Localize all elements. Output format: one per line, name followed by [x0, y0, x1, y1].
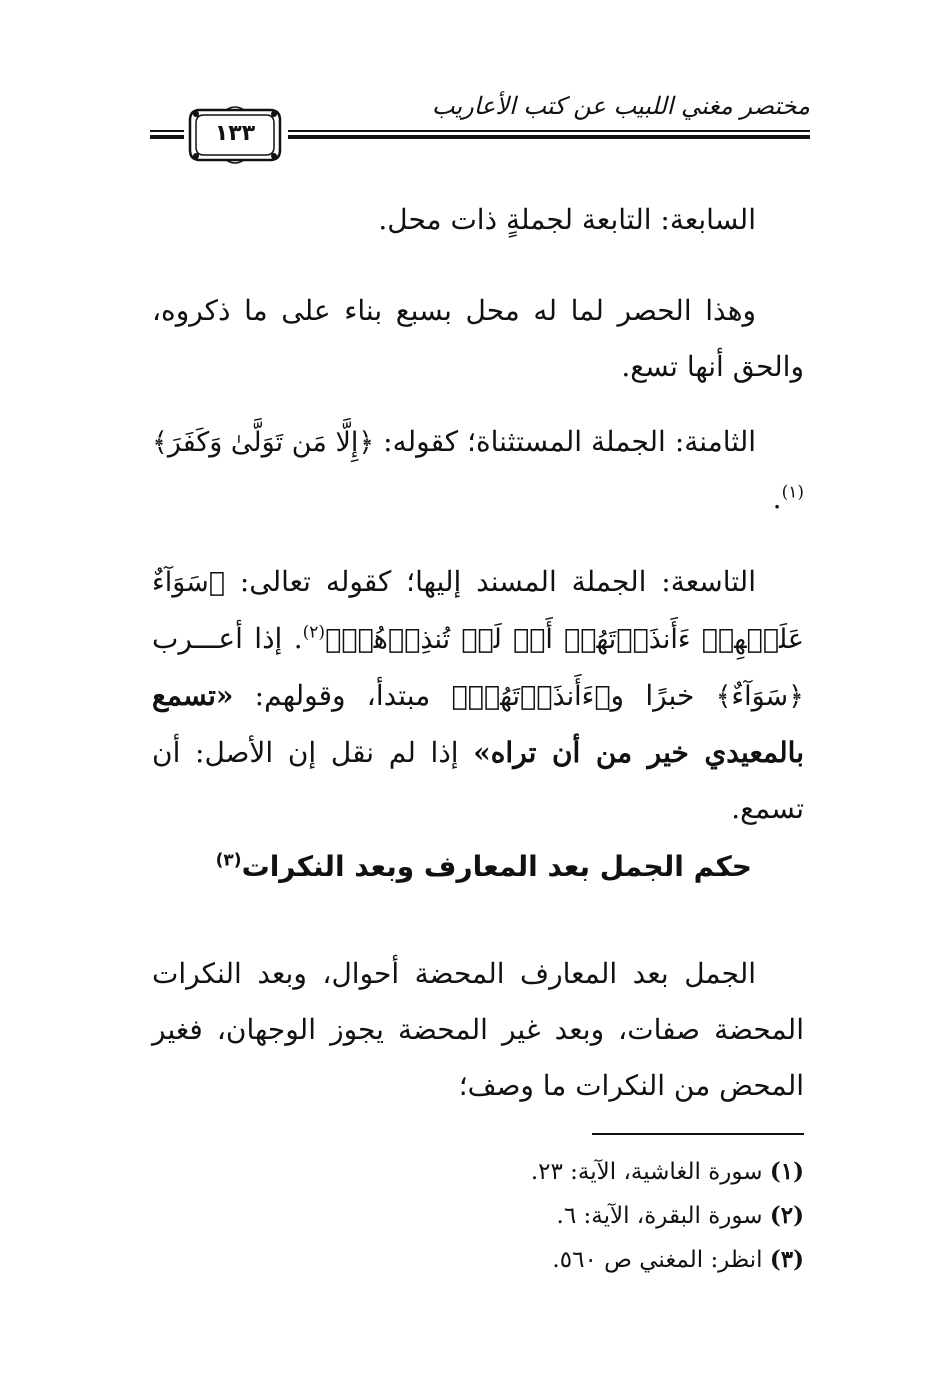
paragraph-ninth: التاسعة: الجملة المسند إليها؛ كقوله تعالى: ﴿سَوَآءٌ عَلَيۡهِمۡ ءَأَنذَرۡتَهُمۡ أَمۡ لَمۡ تُنذِرۡهُمۡ﴾$^{(٢)}$. إذا أعـــرب ﴿سَوَآءٌ﴾ خبرًا و﴿ءَأَنذَرۡتَهُمۡ﴾ مبتدأ، وقولهم: «تسمع بالمعيدي خير من أن تراه» إذا لم نقل إن الأصل: أن تسمع. — [152, 565, 804, 825]
header-rule-right — [288, 130, 810, 142]
page-header — [150, 92, 810, 168]
running-title: مختصر مغني اللبيب عن كتب الأعاريب — [431, 92, 810, 120]
paragraph-eighth: الثامنة: الجملة المستثناة؛ كقوله: ﴿إِلَّا مَن تَوَلَّىٰ وَكَفَرَ﴾$^{(١)}$. — [152, 425, 804, 515]
page-number: ١٣٣ — [214, 121, 256, 146]
footnote-2: (٢) سورة البقرة، الآية: ٦. — [556, 1202, 804, 1229]
footnote-ref: (٢) — [302, 622, 326, 643]
paragraph-seventh: السابعة: التابعة لجملةٍ ذات محل. — [378, 203, 756, 236]
section-heading: حكم الجمل بعد المعارف وبعد النكرات$^{(٣)}$ — [215, 850, 752, 883]
proverb-quote: «تسمع بالمعيدي خير من أن تراه» — [152, 679, 804, 769]
footnote-separator — [592, 1133, 804, 1135]
footnote-1: (١) سورة الغاشية، الآية: ٢٣. — [530, 1158, 804, 1185]
page-number-ornament — [186, 104, 284, 166]
quran-word: ﴿سَوَآءٌ﴾ — [715, 681, 804, 712]
paragraph-section-body: الجمل بعد المعارف المحضة أحوال، وبعد النكرات المحضة صفات، وبعد غير المحضة يجوز الوجهان، فغير المحض من النكرات ما وصف؛ — [152, 957, 804, 1102]
footnote-ref: (٣) — [215, 850, 242, 871]
footnote-3: (٣) انظر: المغني ص ٥٦٠. — [552, 1246, 804, 1273]
header-rule-left — [150, 130, 184, 142]
footnotes — [152, 1150, 804, 1282]
quran-verse: ﴿إِلَّا مَن تَوَلَّىٰ وَكَفَرَ﴾ — [152, 427, 375, 458]
quran-verse: ﴿سَوَآءٌ عَلَيۡهِمۡ ءَأَنذَرۡتَهُمۡ أَمۡ لَمۡ تُنذِرۡهُمۡ﴾ — [152, 567, 804, 655]
footnote-ref: (١) — [781, 482, 804, 503]
paragraph-restriction: وهذا الحصر لما له محل بسبع بناء على ما ذكروه، والحق أنها تسع. — [152, 294, 804, 383]
quran-word: ﴿ءَأَنذَرۡتَهُمۡ﴾ — [451, 681, 611, 712]
